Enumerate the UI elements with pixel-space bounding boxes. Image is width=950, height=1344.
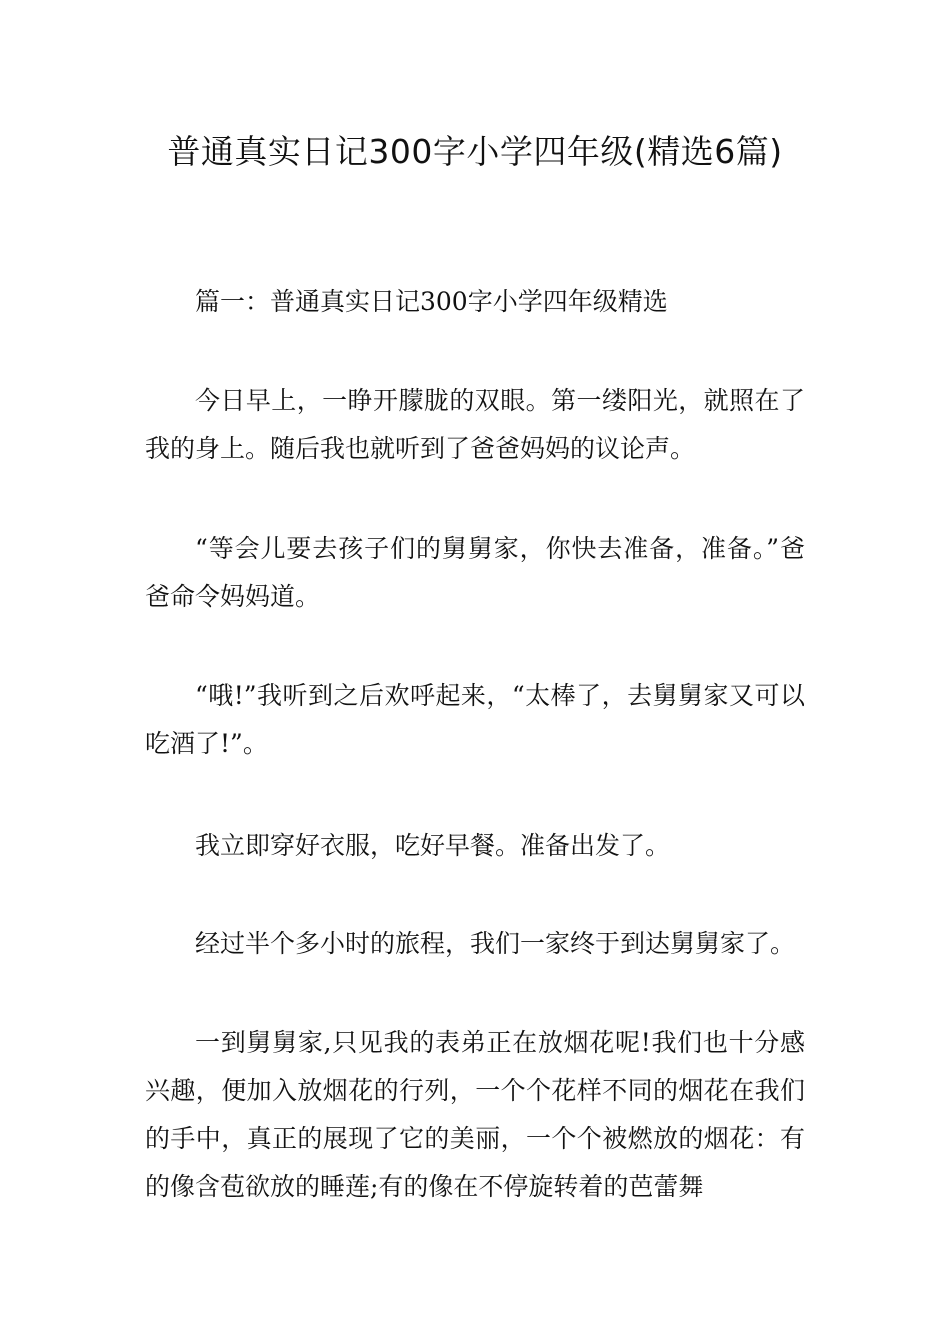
paragraph: 经过半个多小时的旅程，我们一家终于到达舅舅家了。 [195,929,796,958]
document-title: 普通真实日记300字小学四年级(精选6篇) [167,132,783,171]
paragraph: 今日早上，一睁开朦胧的双眼。第一缕阳光，就照在了我的身上。随后我也就听到了爸爸妈妈的议论声。 [145,386,805,463]
paragraph: 一到舅舅家,只见我的表弟正在放烟花呢!我们也十分感兴趣，便加入放烟花的行列，一个个花样不同的烟花在我们的手中，真正的展现了它的美丽，一个个被燃放的烟花：有的像含苞欲放的睡莲;有的像在不停旋转着的芭蕾舞 [145,1028,805,1201]
paragraph: “哦!”我听到之后欢呼起来，“太棒了，去舅舅家又可以吃酒了!”。 [145,681,805,758]
section-heading: 篇一：普通真实日记300字小学四年级精选 [195,287,668,316]
paragraph: “等会儿要去孩子们的舅舅家，你快去准备，准备。”爸爸命令妈妈道。 [145,534,805,611]
paragraph: 我立即穿好衣服，吃好早餐。准备出发了。 [195,831,671,860]
